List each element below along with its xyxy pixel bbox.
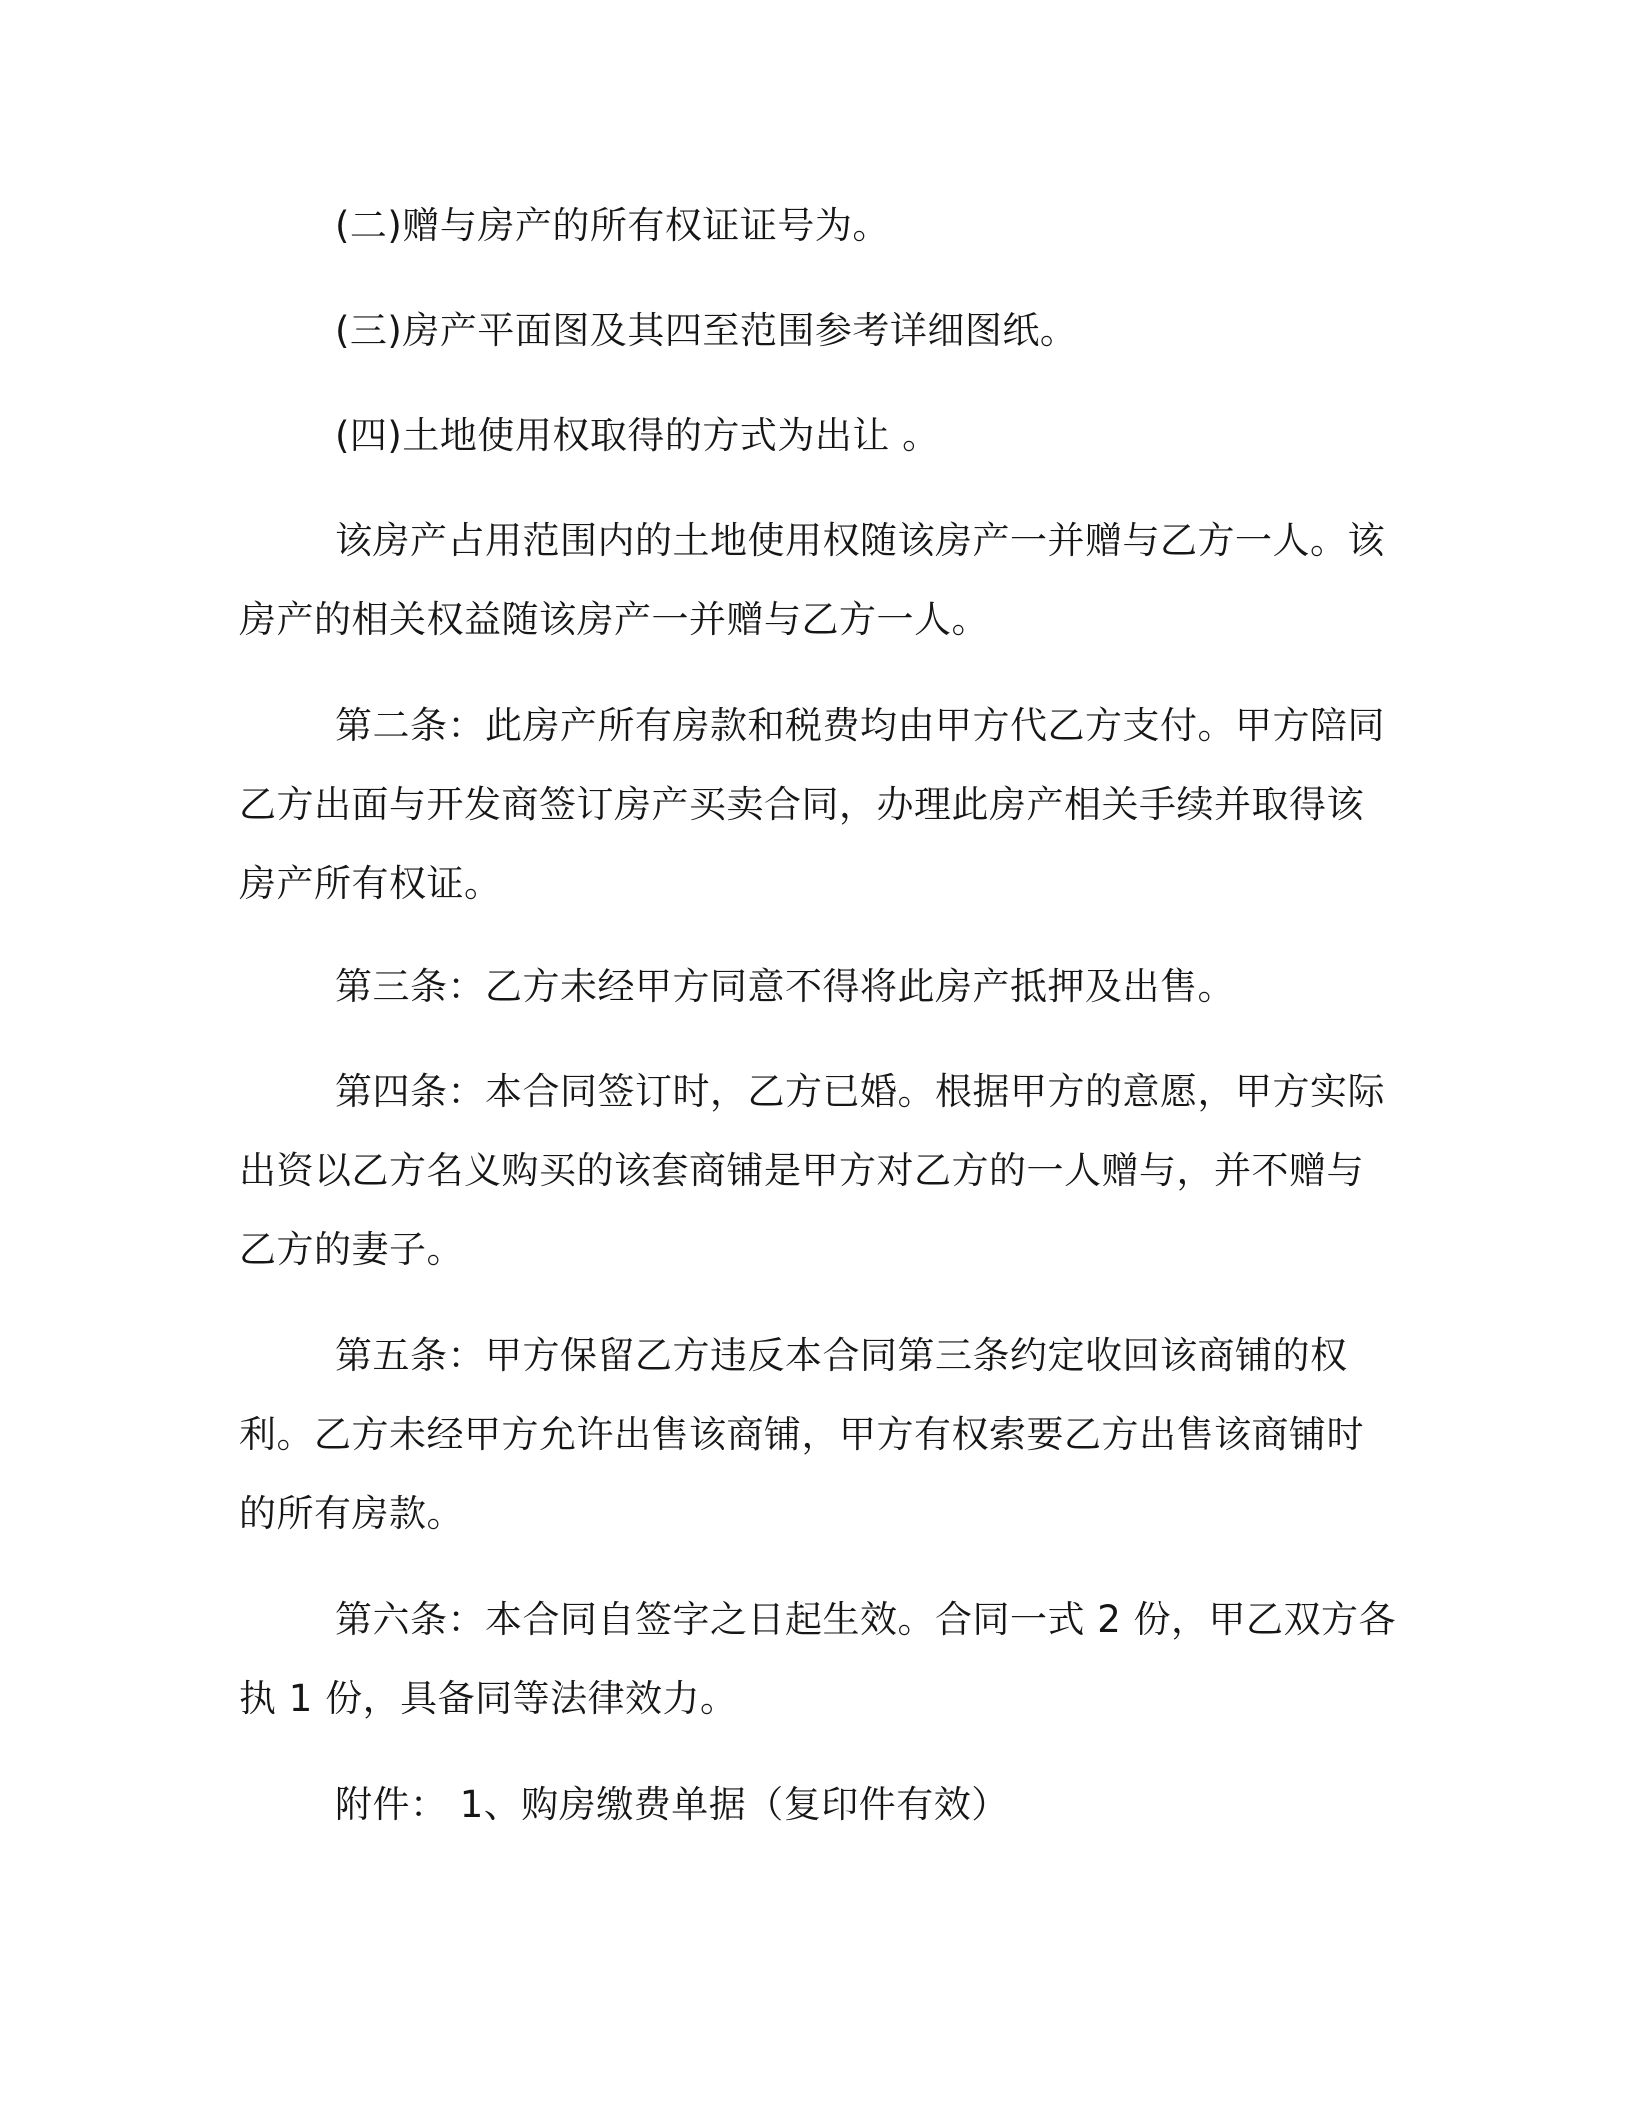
- clause-4-land-use-right: (四)土地使用权取得的方式为出让 。: [335, 414, 940, 457]
- article-2-paragraph: 第二条：此房产所有房款和税费均由甲方代乙方支付。甲方陪同乙方出面与开发商签订房产买卖合同，办理此房产相关手续并取得该房产所有权证。: [239, 704, 1385, 905]
- clause-3-floor-plan: (三)房产平面图及其四至范围参考详细图纸。: [335, 309, 1078, 352]
- attachment-line: 附件： 1、购房缴费单据（复印件有效）: [335, 1783, 1009, 1826]
- land-use-gift-paragraph: 该房产占用范围内的土地使用权随该房产一并赠与乙方一人。该房产的相关权益随该房产一并赠与乙方一人。: [239, 519, 1385, 641]
- clause-2-certificate-number: (二)赠与房产的所有权证证号为。: [335, 204, 890, 247]
- document-body: [239, 186, 1399, 1844]
- article-3-paragraph: 第三条：乙方未经甲方同意不得将此房产抵押及出售。: [335, 965, 1235, 1008]
- article-4-paragraph: 第四条：本合同签订时，乙方已婚。根据甲方的意愿，甲方实际出资以乙方名义购买的该套商铺是甲方对乙方的一人赠与，并不赠与乙方的妻子。: [239, 1070, 1385, 1271]
- article-6-paragraph: 第六条：本合同自签字之日起生效。合同一式 2 份，甲乙双方各执 1 份，具备同等法律效力。: [239, 1598, 1397, 1720]
- article-5-paragraph: 第五条：甲方保留乙方违反本合同第三条约定收回该商铺的权利。乙方未经甲方允许出售该商铺，甲方有权索要乙方出售该商铺时的所有房款。: [239, 1334, 1364, 1535]
